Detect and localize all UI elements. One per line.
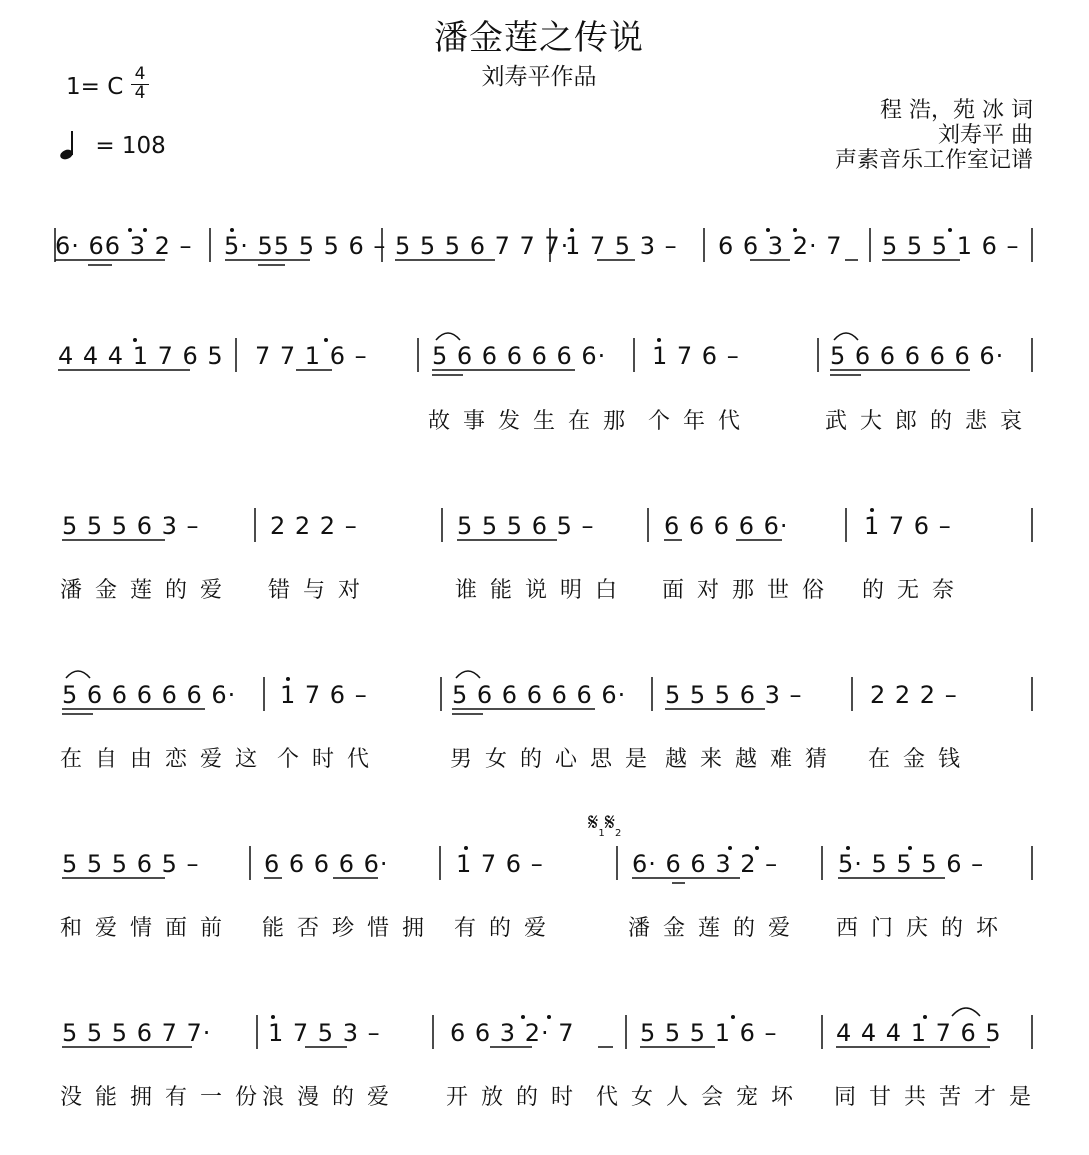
measure-1-1: 6· 66 3 2 – xyxy=(55,232,193,260)
measure-2-2: 7 7 1 6 – xyxy=(255,342,368,370)
measure-3-2: 2 2 2 – xyxy=(270,512,358,540)
measure-1-5: 6 6 3 2· 7 xyxy=(718,232,843,260)
measure-4-5: 2 2 2 – xyxy=(870,681,958,709)
lyric-3-2: 错 与 对 xyxy=(268,578,363,603)
key-signature: 1= C xyxy=(66,74,124,100)
song-title: 潘金莲之传说 xyxy=(434,18,644,58)
measure-3-5: 1 7 6 – xyxy=(864,512,952,540)
measure-3-4: 6 6 6 6 6· xyxy=(664,512,789,540)
measure-1-4: 1 7 5 3 – xyxy=(565,232,678,260)
measure-5-4: 6· 6 6 3 2 – xyxy=(632,850,779,878)
lyric-4-5: 在 金 钱 xyxy=(868,747,963,772)
measure-6-2: 1 7 5 3 – xyxy=(268,1019,381,1047)
credit-lyricist: 程 浩，苑 冰 词 xyxy=(880,98,1033,123)
lyric-5-2: 能 否 珍 惜 拥 xyxy=(262,916,427,941)
lyric-6-2: 浪 漫 的 爱 xyxy=(262,1085,392,1110)
measure-5-3: 1 7 6 – xyxy=(456,850,544,878)
measure-3-3: 5 5 5 6 5 – xyxy=(457,512,595,540)
measure-2-1: 4 4 4 1 7 6 5 xyxy=(58,342,224,370)
lyric-3-5: 的 无 奈 xyxy=(862,578,957,603)
lyric-3-1: 潘 金 莲 的 爱 xyxy=(60,578,225,603)
lyric-4-4: 越 来 越 难 猜 xyxy=(665,747,830,772)
lyric-5-1: 和 爱 情 面 前 xyxy=(60,916,225,941)
lyric-5-4: 潘 金 莲 的 爱 xyxy=(628,916,793,941)
measure-2-3: 5 6 6 6 6 6 6· xyxy=(432,342,607,370)
measure-6-3: 6 6 3 2· 7 xyxy=(450,1019,575,1047)
time-signature-numerator: 4 xyxy=(131,66,149,85)
time-signature-denominator: 4 xyxy=(134,83,146,103)
measure-1-3: 5 5 5 6 7 7 7· xyxy=(395,232,570,260)
measure-6-4: 5 5 5 1 6 – xyxy=(640,1019,778,1047)
credit-composer: 刘寿平 曲 xyxy=(938,123,1033,148)
measure-5-2: 6 6 6 6 6· xyxy=(264,850,389,878)
lyric-6-3: 开 放 的 时 xyxy=(446,1085,576,1110)
measure-2-4: 1 7 6 – xyxy=(652,342,740,370)
measure-2-5: 5 6 6 6 6 6 6· xyxy=(830,342,1005,370)
lyric-4-1: 在 自 由 恋 爱 这 xyxy=(60,747,260,772)
segno-icon: $𝄋_1𝄋_2$ xyxy=(588,808,622,839)
lyric-2-3: 武 大 郎 的 悲 哀 xyxy=(825,409,1025,434)
measure-6-5: 4 4 4 1 7 6 5 xyxy=(836,1019,1002,1047)
lyric-6-4: 代 女 人 会 宠 坏 xyxy=(596,1085,796,1110)
measure-5-5: 5· 5 5 5 6 – xyxy=(838,850,985,878)
credit-transcriber: 声素音乐工作室记谱 xyxy=(834,148,1033,173)
measure-6-1: 5 5 5 6 7 7· xyxy=(62,1019,212,1047)
tempo-value: = 108 xyxy=(95,133,166,159)
song-subtitle: 刘寿平作品 xyxy=(481,64,597,90)
lyric-5-3: 有 的 爱 xyxy=(454,916,549,941)
lyric-6-1: 没 能 拥 有 一 份 xyxy=(60,1085,260,1110)
lyric-4-3: 男 女 的 心 思 是 xyxy=(450,747,650,772)
measure-3-1: 5 5 5 6 3 – xyxy=(62,512,200,540)
lyric-6-5: 同 甘 共 苦 才 是 xyxy=(834,1085,1034,1110)
measure-4-2: 1 7 6 – xyxy=(280,681,368,709)
measure-4-3: 5 6 6 6 6 6 6· xyxy=(452,681,627,709)
measure-4-1: 5 6 6 6 6 6 6· xyxy=(62,681,237,709)
measure-5-1: 5 5 5 6 5 – xyxy=(62,850,200,878)
lyric-3-3: 谁 能 说 明 白 xyxy=(455,578,620,603)
lyric-5-5: 西 门 庆 的 坏 xyxy=(836,916,1001,941)
lyric-2-2: 个 年 代 xyxy=(648,409,743,434)
measure-1-2: 5· 55 5 5 6 – xyxy=(224,232,387,260)
lyric-3-4: 面 对 那 世 俗 xyxy=(662,578,827,603)
measure-1-6: 5 5 5 1 6 – xyxy=(882,232,1020,260)
lyric-4-2: 个 时 代 xyxy=(277,747,372,772)
lyric-2-1: 故 事 发 生 在 那 xyxy=(428,409,628,434)
measure-4-4: 5 5 5 6 3 – xyxy=(665,681,803,709)
